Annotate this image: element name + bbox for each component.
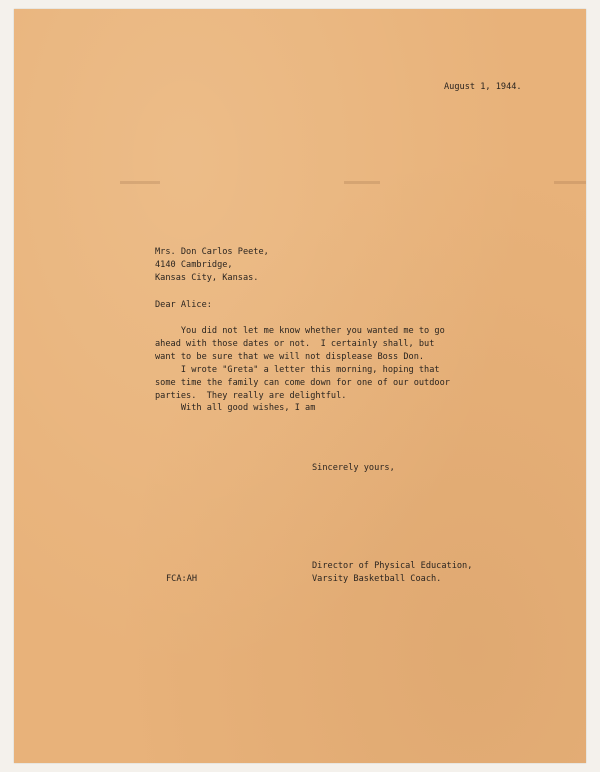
signer-title-1: Director of Physical Education, xyxy=(312,561,473,571)
faint-mark xyxy=(554,181,586,184)
recipient-street: 4140 Cambridge, xyxy=(155,260,233,270)
body-paragraph-2 xyxy=(155,364,450,403)
recipient-city: Kansas City, Kansas. xyxy=(155,273,259,283)
faint-mark xyxy=(120,181,160,184)
salutation: Dear Alice: xyxy=(155,300,212,310)
letter-date: August 1, 1944. xyxy=(444,82,522,92)
body-paragraph-3: With all good wishes, I am xyxy=(155,403,316,413)
paragraph-line: I wrote "Greta" a letter this morning, hoping that xyxy=(155,365,440,375)
paragraph-line: want to be sure that we will not displease Boss Don. xyxy=(155,352,425,362)
body-paragraph-1 xyxy=(155,325,445,364)
complimentary-closing: Sincerely yours, xyxy=(312,463,395,473)
letter-page xyxy=(14,9,586,763)
paragraph-line: ahead with those dates or not. I certainly shall, but xyxy=(155,339,435,349)
paragraph-line: You did not let me know whether you wanted me to go xyxy=(155,326,445,336)
paragraph-line: parties. They really are delightful. xyxy=(155,391,347,401)
signer-title-2: Varsity Basketball Coach. xyxy=(312,574,442,584)
paragraph-line: some time the family can come down for one of our outdoor xyxy=(155,378,450,388)
signature-block xyxy=(312,560,472,586)
faint-mark xyxy=(344,181,380,184)
recipient-name: Mrs. Don Carlos Peete, xyxy=(155,247,269,257)
typist-initials: FCA:AH xyxy=(166,574,198,584)
recipient-address xyxy=(155,246,269,285)
